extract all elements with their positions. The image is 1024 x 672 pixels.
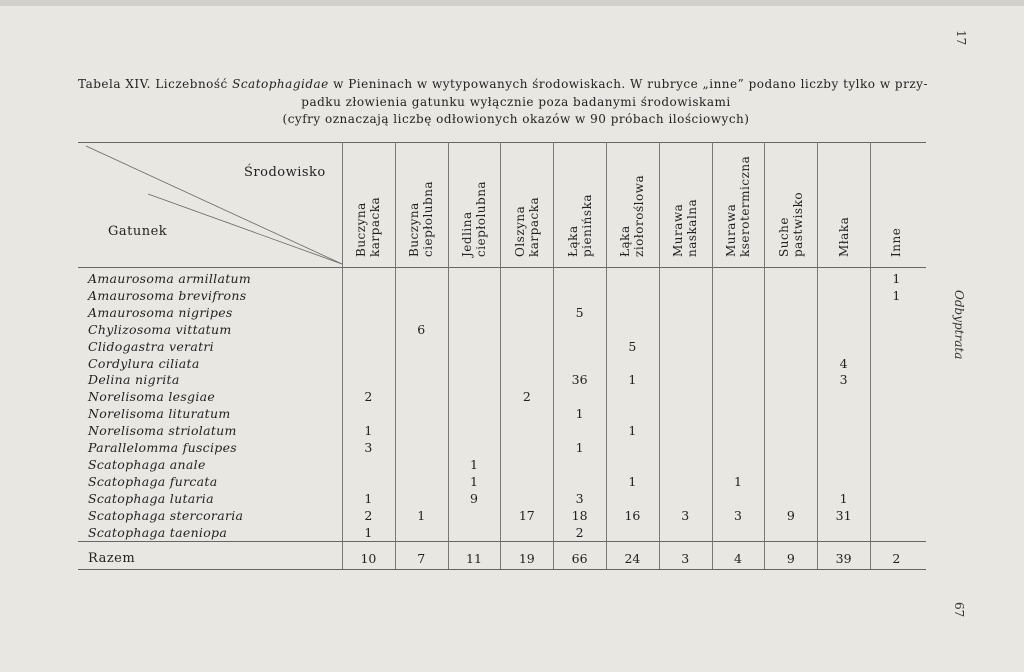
column-header-line: Suche — [776, 217, 791, 257]
total-cell: 66 — [571, 551, 588, 566]
species-name: Amaurosoma brevifrons — [88, 287, 247, 303]
count-cell: 4 — [839, 355, 848, 371]
count-cell: 1 — [628, 423, 637, 439]
column-header-line: pienińska — [579, 194, 594, 257]
column-header-line: Łąka — [565, 225, 580, 257]
corner-header-environment: Środowisko — [244, 165, 326, 180]
species-name: Scatophaga lutaria — [88, 490, 214, 506]
header-bottom-rule — [78, 267, 926, 268]
count-cell: 1 — [364, 524, 373, 540]
total-cell: 7 — [417, 551, 426, 566]
species-name: Cordylura ciliata — [88, 355, 200, 371]
page-top-edge — [0, 0, 1024, 6]
count-cell: 18 — [571, 507, 588, 523]
count-cell: 1 — [628, 473, 637, 489]
side-label: Odbyptrata — [952, 290, 966, 360]
count-cell: 2 — [522, 389, 531, 405]
count-cell: 17 — [518, 507, 535, 523]
count-cell: 3 — [839, 372, 848, 388]
column-header-line: karpacka — [368, 196, 383, 257]
species-name: Norelisoma striolatum — [88, 423, 237, 439]
count-cell: 1 — [364, 490, 373, 506]
caption-text-after: w Pieninach w wytypowanych środowiskach. W rubryce „inne” podano liczby tylko w przy- — [333, 77, 928, 91]
caption-line-3: (cyfry oznaczają liczbę odłowionych okazów w 90 próbach ilościowych) — [282, 112, 750, 126]
count-cell: 2 — [364, 507, 373, 523]
count-cell: 3 — [681, 507, 690, 523]
column-header-line: Olszyna — [512, 205, 527, 257]
count-cell: 1 — [364, 423, 373, 439]
column-header-line: Buczyna — [407, 202, 422, 257]
species-name: Scatophaga taeniopa — [88, 524, 228, 540]
column-header-line: ciepłolubna — [473, 180, 488, 257]
count-cell: 3 — [575, 490, 584, 506]
count-cell: 1 — [734, 473, 742, 489]
count-cell: 1 — [470, 473, 478, 489]
species-name: Norelisoma lituratum — [88, 406, 231, 422]
column-header — [395, 142, 448, 267]
count-cell: 2 — [364, 389, 373, 405]
total-cell: 24 — [624, 551, 641, 566]
count-cell: 3 — [734, 507, 742, 523]
header-diagonal-lines — [78, 142, 348, 267]
species-name: Chylizosoma vittatum — [88, 321, 232, 337]
count-cell: 1 — [417, 507, 426, 523]
count-cell: 1 — [892, 271, 901, 286]
total-cell: 39 — [835, 551, 852, 566]
count-cell: 1 — [470, 456, 478, 472]
column-header-line: pastwisko — [790, 191, 805, 257]
total-cell: 10 — [360, 551, 377, 566]
count-cell: 2 — [575, 524, 584, 540]
column-header-line: Buczyna — [354, 202, 369, 257]
total-cell: 19 — [518, 551, 535, 566]
total-cell: 2 — [892, 551, 901, 566]
count-cell: 1 — [839, 490, 848, 506]
column-header-line: karpacka — [526, 196, 541, 257]
totals-label: Razem — [88, 551, 136, 566]
caption-text-before: Liczebność — [155, 77, 228, 91]
column-header-line: Łąka — [618, 225, 633, 257]
column-header — [817, 142, 870, 267]
column-header — [712, 142, 765, 267]
column-header — [659, 142, 712, 267]
count-cell: 3 — [364, 440, 373, 455]
species-name: Scatophaga furcata — [88, 473, 218, 489]
total-cell: 9 — [786, 551, 795, 566]
species-name: Scatophaga stercoraria — [88, 507, 244, 523]
species-name: Parallelomma fuscipes — [88, 440, 237, 455]
count-cell: 1 — [575, 406, 584, 422]
total-cell: 3 — [681, 551, 690, 566]
species-name: Delina nigrita — [88, 372, 180, 388]
total-cell: 4 — [734, 551, 742, 566]
species-name: Amaurosoma nigripes — [88, 304, 233, 320]
column-header-line: kserotermiczna — [737, 155, 752, 257]
count-cell: 9 — [470, 490, 478, 506]
data-table — [78, 142, 926, 570]
column-header-line: Młaka — [836, 216, 851, 257]
page-number-top: 17 — [954, 30, 968, 46]
caption-label: Tabela XIV. — [78, 77, 151, 91]
page-number-bottom: 67 — [952, 602, 966, 618]
column-header-line: Jedlina — [459, 211, 474, 257]
column-header — [764, 142, 817, 267]
column-header — [342, 142, 395, 267]
column-header — [870, 142, 923, 267]
column-header-line: Murawa — [723, 203, 738, 257]
caption-taxon: Scatophagidae — [232, 77, 329, 91]
table-bottom-rule — [78, 569, 926, 570]
count-cell: 6 — [417, 321, 426, 337]
column-header — [448, 142, 501, 267]
count-cell: 1 — [892, 287, 901, 303]
table-caption — [78, 76, 940, 129]
count-cell: 5 — [628, 338, 637, 354]
totals-top-rule — [78, 541, 926, 542]
column-header-line: Inne — [889, 227, 904, 257]
column-header-line: ziołoroślowa — [632, 174, 647, 257]
column-header — [606, 142, 659, 267]
column-header-line: ciepłolubna — [421, 180, 436, 257]
count-cell: 1 — [575, 440, 584, 455]
count-cell: 31 — [835, 507, 852, 523]
count-cell: 36 — [571, 372, 588, 388]
column-header — [500, 142, 553, 267]
column-header-line: Murawa — [671, 203, 686, 257]
caption-line-2: padku złowienia gatunku wyłącznie poza badanymi środowiskami — [301, 94, 731, 109]
count-cell: 16 — [624, 507, 641, 523]
count-cell: 1 — [628, 372, 637, 388]
column-header — [553, 142, 606, 267]
count-cell: 9 — [786, 507, 795, 523]
species-name: Amaurosoma armillatum — [88, 271, 252, 286]
column-header-line: naskalna — [685, 198, 700, 257]
total-cell: 11 — [466, 551, 482, 566]
species-name: Scatophaga anale — [88, 456, 206, 472]
species-name: Clidogastra veratri — [88, 338, 214, 354]
corner-header-species: Gatunek — [108, 224, 168, 239]
count-cell: 5 — [575, 304, 584, 320]
species-name: Norelisoma lesgiae — [88, 389, 216, 405]
